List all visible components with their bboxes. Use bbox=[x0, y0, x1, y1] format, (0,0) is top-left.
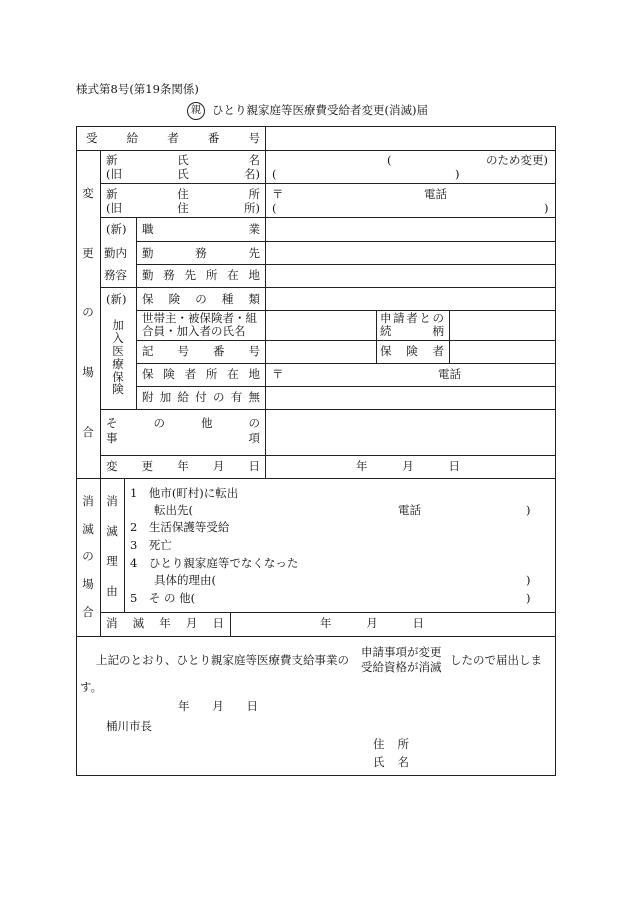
reason-5-close: ) bbox=[526, 591, 531, 605]
old-name-label: (旧 氏 名) bbox=[106, 167, 260, 181]
name-paren-open: ( bbox=[387, 153, 392, 167]
work-side-label-2: 務容 bbox=[104, 268, 127, 282]
workplace-label: 勤 務 先 bbox=[142, 246, 260, 260]
new-name-label: 新 氏 名 bbox=[106, 153, 260, 167]
additional-benefit-label: 附 加 給 付 の 有 無 bbox=[142, 390, 260, 404]
other-matters-label-2: 事 項 bbox=[106, 431, 260, 445]
insurer-postal-mark: 〒 bbox=[272, 367, 284, 381]
phone-label: 電話 bbox=[424, 187, 447, 201]
rule bbox=[100, 150, 101, 478]
postal-mark: 〒 bbox=[272, 187, 284, 201]
submission-date: 年 月 日 bbox=[178, 699, 258, 713]
other-matters-label-1: そ の 他 の bbox=[106, 416, 260, 430]
termination-date-value: 年 月 日 bbox=[320, 616, 424, 630]
recipient-number-field[interactable] bbox=[268, 130, 553, 148]
old-name-paren-open: ( bbox=[272, 167, 277, 181]
statement-text-before: 上記のとおり、ひとり親家庭等医療費支給事業の bbox=[96, 653, 349, 667]
rule bbox=[76, 636, 556, 637]
workplace-address-label: 勤 務 先 所 在 地 bbox=[142, 268, 260, 282]
new-address-label: 新 住 所 bbox=[106, 187, 260, 201]
statement-choice-lapse: 受給資格が消滅 bbox=[361, 660, 442, 674]
recipient-number-label: 受 給 者 番 号 bbox=[86, 131, 260, 145]
rule bbox=[76, 478, 556, 479]
rule bbox=[376, 310, 377, 363]
old-address-paren-open: ( bbox=[272, 201, 277, 215]
reason-4-detail: 具体的理由( bbox=[154, 573, 216, 587]
reason-1-phone: 電話 bbox=[398, 503, 421, 517]
reason-3: 3 死亡 bbox=[130, 538, 172, 552]
old-name-paren-close: ) bbox=[455, 167, 460, 181]
shometsu-section-label: 消 滅 の 場 合 bbox=[82, 494, 94, 619]
reason-4-close: ) bbox=[526, 573, 531, 587]
occupation-label: 職 業 bbox=[142, 222, 260, 236]
relation-label-2: 続 柄 bbox=[380, 324, 444, 338]
insurance-new-mark: (新) bbox=[106, 292, 127, 306]
insurance-type-label: 保 険 の 種 類 bbox=[142, 292, 260, 306]
insurer-address-label: 保 険 者 所 在 地 bbox=[142, 367, 260, 381]
rule bbox=[100, 455, 556, 456]
rule bbox=[136, 217, 137, 409]
rule bbox=[100, 287, 556, 288]
work-new-mark: (新) bbox=[106, 222, 127, 236]
termination-date-label: 消 滅 年 月 日 bbox=[106, 616, 224, 630]
relation-label-1: 申 請 者 と の bbox=[380, 311, 444, 325]
applicant-address-label: 住 所 bbox=[373, 737, 409, 751]
insurance-side-label: 加 入 医 療 保 険 bbox=[112, 318, 124, 397]
change-date-value: 年 月 日 bbox=[356, 459, 460, 473]
name-change-reason: のため変更) bbox=[486, 153, 548, 167]
statement-choice-change: 申請事項が変更 bbox=[361, 645, 442, 659]
insurer-phone-label: 電話 bbox=[438, 367, 461, 381]
seal-icon: 親 bbox=[187, 102, 205, 120]
rule bbox=[136, 386, 556, 387]
rule bbox=[265, 126, 266, 478]
reason-2: 2 生活保護等受給 bbox=[130, 520, 230, 534]
rule bbox=[136, 241, 556, 242]
work-side-label-1: 勤内 bbox=[104, 246, 127, 260]
holder-name-label-1: 世帯主・被保険者・組 bbox=[142, 311, 257, 325]
rule bbox=[136, 363, 556, 364]
addressee: 桶川市長 bbox=[106, 719, 152, 733]
insurance-number-label: 記 号 番 号 bbox=[142, 344, 260, 358]
old-address-label: (旧 住 所) bbox=[106, 201, 260, 215]
applicant-name-label: 氏 名 bbox=[373, 755, 409, 769]
termination-reason-side-label: 消 滅 理 由 bbox=[106, 494, 118, 599]
statement-text-after: したので届出しま bbox=[450, 653, 542, 667]
rule bbox=[100, 183, 556, 184]
rule bbox=[100, 478, 101, 636]
form-number: 様式第8号(第19条関係) bbox=[76, 82, 199, 96]
rule bbox=[136, 264, 556, 265]
reason-4: 4 ひとり親家庭等でなくなった bbox=[130, 556, 299, 570]
henko-section-label: 変 更 の 場 合 bbox=[82, 186, 94, 439]
rule bbox=[100, 612, 556, 613]
holder-name-label-2: 合員・加入者の氏名 bbox=[142, 324, 246, 338]
reason-1: 1 他市(町村)に転出 bbox=[130, 486, 239, 500]
insurer-label: 保 険 者 bbox=[380, 344, 444, 358]
rule bbox=[136, 340, 556, 341]
rule bbox=[230, 612, 231, 636]
form-title: ひとり親家庭等医療費受給者変更(消滅)届 bbox=[212, 103, 428, 117]
old-address-paren-close: ) bbox=[544, 201, 549, 215]
rule bbox=[449, 310, 450, 363]
reason-5: 5 そ の 他( bbox=[130, 591, 196, 605]
statement-text-cont: す。 bbox=[80, 680, 103, 694]
rule bbox=[76, 150, 556, 151]
rule bbox=[100, 409, 556, 410]
reason-1-destination: 転出先( bbox=[154, 503, 193, 517]
rule bbox=[100, 217, 556, 218]
rule bbox=[124, 478, 125, 612]
change-date-label: 変 更 年 月 日 bbox=[106, 459, 260, 473]
reason-1-close: ) bbox=[526, 503, 531, 517]
